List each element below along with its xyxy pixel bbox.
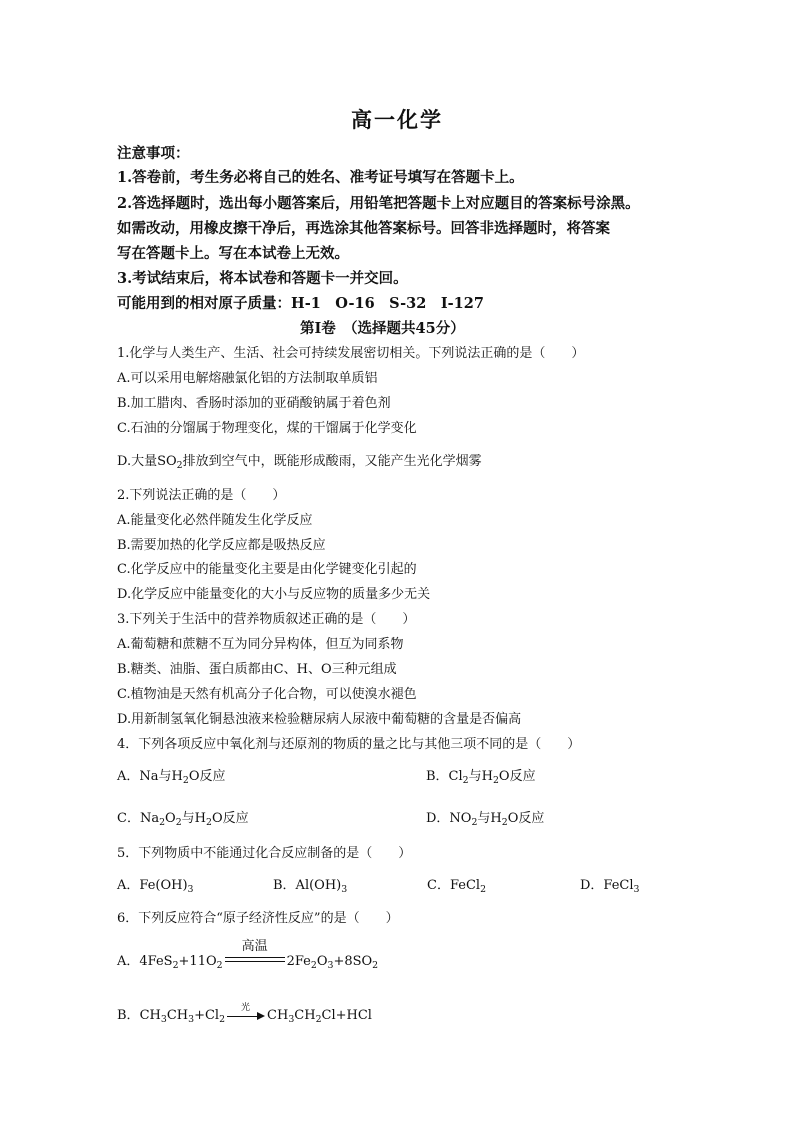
note-item-2-line-1: 2.答选择题时，选出每小题答案后，用铅笔把答题卡上对应题目的答案标号涂黑。 [117, 195, 640, 212]
q3-stem: 3.下列关于生活中的营养物质叙述正确的是（ ） [117, 612, 416, 627]
q1-option-c: C.石油的分馏属于物理变化，煤的干馏属于化学变化 [117, 421, 417, 436]
note-item-1: 1.答卷前，考生务必将自己的姓名、准考证号填写在答题卡上。 [117, 169, 524, 186]
q1-option-b: B.加工腊肉、香肠时添加的亚硝酸钠属于着色剂 [117, 396, 391, 411]
q3-option-b: B.糖类、油脂、蛋白质都由C、H、O三种元组成 [117, 662, 397, 677]
q2-option-b: B.需要加热的化学反应都是吸热反应 [117, 538, 326, 553]
q6-option-a: A．$4FeS_2+11O_2$ 高温 $2Fe_2O_3+8SO_2$ [117, 938, 379, 971]
note-item-2-line-2: 如需改动，用橡皮擦干净后，再选涂其他答案标号。回答非选择题时，将答案 [117, 220, 610, 237]
q5-option-b: B．$Al(OH)_3$ [273, 878, 348, 895]
q5-option-d: D．FeCl$_3$ [580, 878, 640, 895]
note-item-3: 3.考试结束后，将本试卷和答题卡一并交回。 [117, 270, 408, 287]
q4-option-b: B．$Cl_2$与$H_2O$反应 [426, 769, 536, 786]
q4-option-c: C．$Na_2O_2$与$H_2O$反应 [117, 811, 249, 828]
q3-option-c: C.植物油是天然有机高分子化合物，可以使溴水褪色 [117, 687, 417, 702]
atomic-masses: 可能用到的相对原子质量：H-1 O-16 S-32 I-127 [117, 295, 484, 312]
reaction-arrow-icon: 光 [227, 1009, 265, 1023]
q4-option-d: D．$NO_2$与$H_2O$反应 [426, 811, 545, 828]
q5-option-c: C．FeCl$_2$ [427, 878, 487, 895]
q1-option-d: D.大量$SO_2$排放到空气中，既能形成酸雨，又能产生光化学烟雾 [117, 454, 482, 471]
page-title: 高一化学 [351, 107, 443, 132]
q2-option-d: D.化学反应中能量变化的大小与反应物的质量多少无关 [117, 587, 431, 602]
q6-stem: 6．下列反应符合“原子经济性反应”的是（ ） [117, 911, 399, 926]
section-title: 第Ⅰ卷 （选择题共45分） [300, 320, 465, 337]
q6-option-b: B．$CH_3CH_3+Cl_2$ 光 $CH_3CH_2Cl+HCl$ [117, 1002, 372, 1025]
q5-stem: 5．下列物质中不能通过化合反应制备的是（ ） [117, 846, 412, 861]
notes-heading: 注意事项： [117, 145, 190, 162]
q3-option-d: D.用新制氢氧化铜悬浊液来检验糖尿病人尿液中葡萄糖的含量是否偏高 [117, 712, 522, 727]
q2-option-c: C.化学反应中的能量变化主要是由化学键变化引起的 [117, 562, 417, 577]
q1-option-a: A.可以采用电解熔融氯化铝的方法制取单质铝 [117, 371, 378, 386]
q4-stem: 4．下列各项反应中氧化剂与还原剂的物质的量之比与其他三项不同的是（ ） [117, 737, 581, 752]
note-item-2-line-3: 写在答题卡上。写在本试卷上无效。 [117, 245, 349, 262]
reaction-condition-sign: 高温 [225, 955, 285, 969]
q1-stem: 1.化学与人类生产、生活、社会可持续发展密切相关。下列说法正确的是（ ） [117, 346, 585, 361]
q5-option-a: A．$Fe(OH)_3$ [117, 878, 194, 895]
q2-option-a: A.能量变化必然伴随发生化学反应 [117, 513, 313, 528]
q3-option-a: A.葡萄糖和蔗糖不互为同分异构体，但互为同系物 [117, 637, 404, 652]
q2-stem: 2.下列说法正确的是（ ） [117, 488, 286, 503]
q4-option-a: A．Na与$H_2O$反应 [117, 769, 226, 786]
